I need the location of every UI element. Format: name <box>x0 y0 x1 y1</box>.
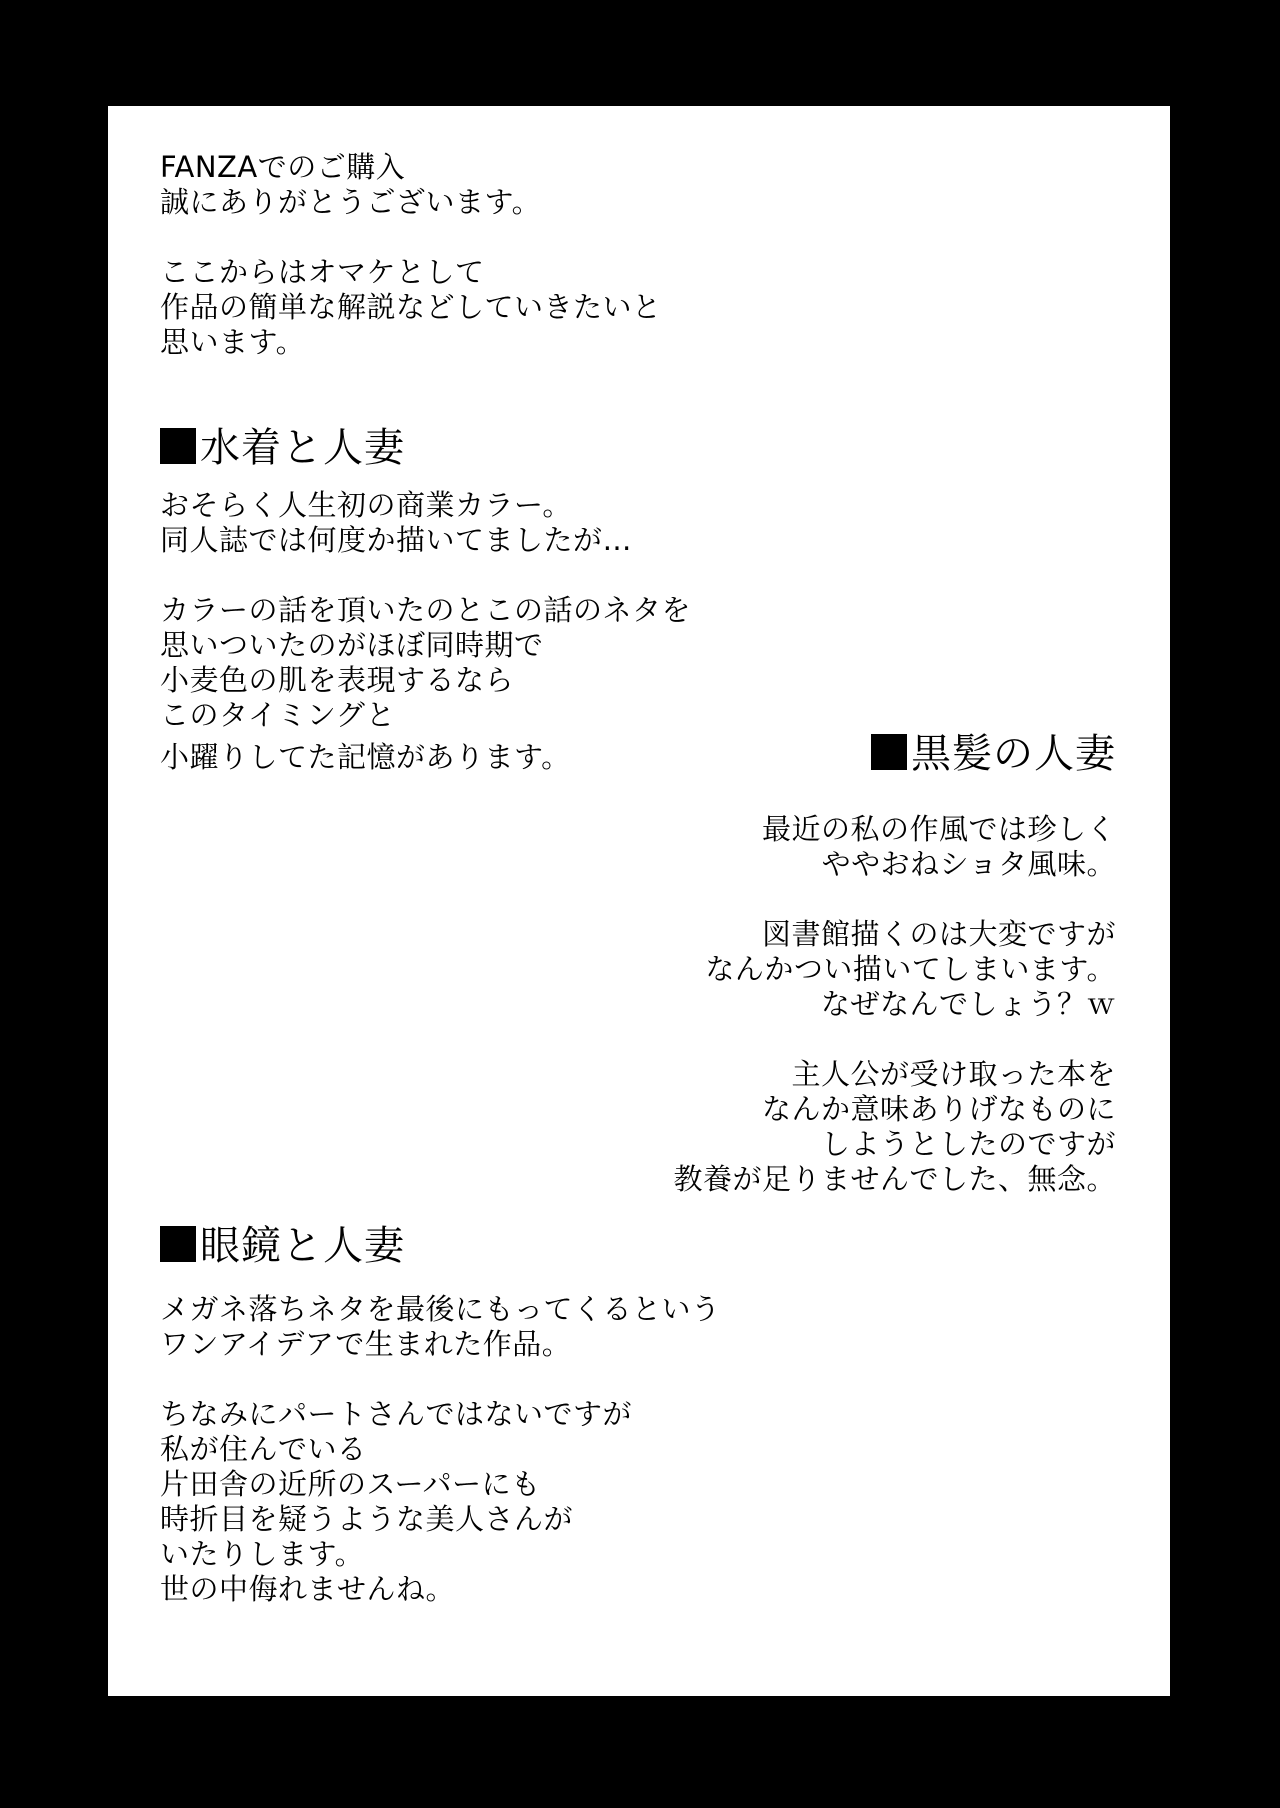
body-line: なんか意味ありげなものに <box>761 1092 1116 1126</box>
intro-line: FANZAでのご購入 <box>160 150 406 184</box>
intro-line: ここからはオマケとして <box>160 255 485 289</box>
body-line: ややおねショタ風味。 <box>821 847 1116 881</box>
section-body-swimsuit <box>160 488 691 775</box>
section-heading-label: 黒髪の人妻 <box>911 731 1116 777</box>
intro-line: 誠にありがとうございます。 <box>160 185 542 219</box>
square-bullet-icon <box>871 734 907 770</box>
intro-line: 思います。 <box>160 325 306 359</box>
body-line: 時折目を疑うような美人さんが <box>160 1502 574 1536</box>
body-line: 私が住んでいる <box>160 1432 367 1466</box>
body-line: ワンアイデアで生まれた作品。 <box>160 1327 572 1361</box>
body-line: なぜなんでしょう？ｗ <box>820 987 1116 1021</box>
body-line: 小麦色の肌を表現するなら <box>160 663 515 697</box>
body-line: メガネ落ちネタを最後にもってくるという <box>160 1292 721 1326</box>
section-body-black-hair <box>673 812 1116 1197</box>
body-line: 最近の私の作風では珍しく <box>761 812 1116 846</box>
square-bullet-icon <box>160 428 196 464</box>
body-line: いたりします。 <box>160 1537 365 1571</box>
section-heading-black-hair <box>871 730 1116 778</box>
section-heading-swimsuit <box>160 424 405 472</box>
body-line: おそらく人生初の商業カラー。 <box>160 488 572 522</box>
intro-line: 作品の簡単な解説などしていきたいと <box>160 290 662 324</box>
body-line: 同人誌では何度か描いてましたが… <box>160 523 633 557</box>
body-line: カラーの話を頂いたのとこの話のネタを <box>160 593 692 627</box>
body-line: ちなみにパートさんではないですが <box>160 1397 633 1431</box>
body-line: なんかつい描いてしまいます。 <box>705 952 1116 986</box>
body-line: 小躍りしてた記憶があります。 <box>160 740 571 774</box>
section-body-glasses <box>160 1292 721 1607</box>
section-heading-label: 水着と人妻 <box>200 425 405 471</box>
body-line: 主人公が受け取った本を <box>791 1057 1116 1091</box>
body-line: 教養が足りませんでした、無念。 <box>673 1162 1116 1196</box>
body-line: このタイミングと <box>160 698 396 732</box>
intro-text <box>160 150 662 360</box>
text-panel <box>108 106 1170 1696</box>
section-heading-glasses <box>160 1222 405 1270</box>
square-bullet-icon <box>160 1226 196 1262</box>
body-line: 思いついたのがほぼ同時期で <box>160 628 544 662</box>
body-line: 世の中侮れませんね。 <box>160 1572 456 1606</box>
body-line: しようとしたのですが <box>820 1127 1116 1161</box>
body-line: 片田舎の近所のスーパーにも <box>160 1467 541 1501</box>
body-line: 図書館描くのは大変ですが <box>761 917 1116 951</box>
section-heading-label: 眼鏡と人妻 <box>200 1223 405 1269</box>
